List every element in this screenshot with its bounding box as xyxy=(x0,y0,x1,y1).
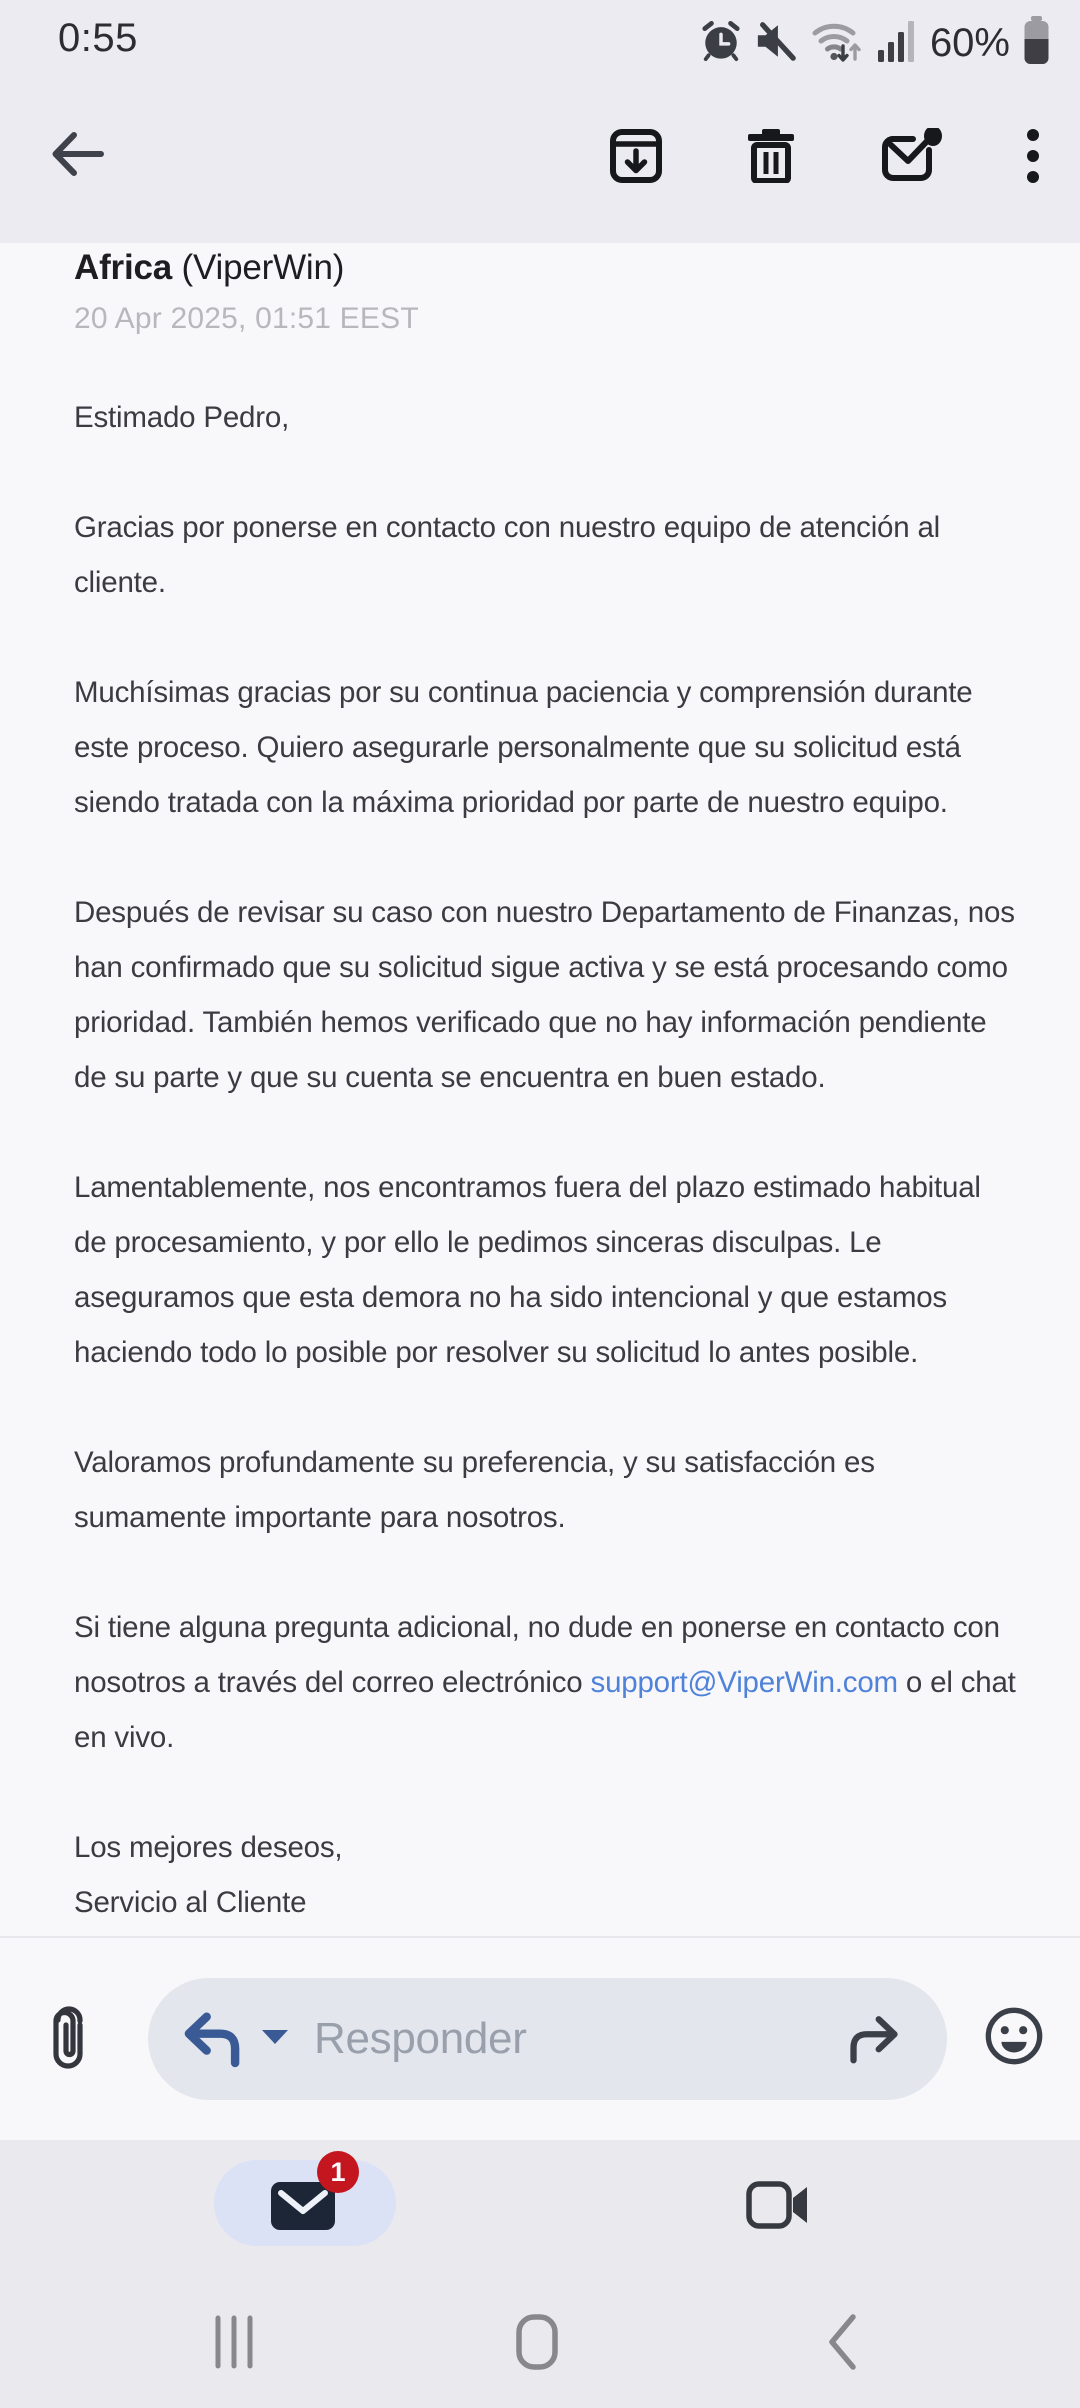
video-tab[interactable] xyxy=(746,2184,810,2230)
back-chevron-icon xyxy=(827,2314,857,2375)
nav-back-button[interactable] xyxy=(812,2316,872,2372)
status-icon-cluster xyxy=(700,0,1050,86)
support-email-link[interactable]: support@ViperWin.com xyxy=(590,1666,898,1699)
forward-arrow-icon[interactable] xyxy=(845,2013,903,2065)
contact-text-after: o el chat en vivo. xyxy=(74,1666,1016,1754)
body-paragraph: Lamentablemente, nos encontramos fuera del plazo estimado habitual de procesamiento, y por ello le pedimos sinceras disculpas. Le aseguramos que esta demora no ha sido intencional y que estamos haciendo todo lo posible por resolver su solicitud lo antes posible. xyxy=(74,1171,981,1369)
body-paragraph-contact xyxy=(74,1600,1018,1765)
body-paragraph: Estimado Pedro, xyxy=(74,401,290,434)
alarm-icon xyxy=(700,19,742,68)
wifi-updown-icon xyxy=(810,18,864,69)
delete-icon xyxy=(746,129,796,188)
mute-icon xyxy=(755,19,797,68)
more-options-button[interactable] xyxy=(1026,128,1040,189)
sender-line[interactable] xyxy=(74,248,344,288)
emoji-smiley-icon xyxy=(983,2005,1045,2072)
email-envelope-icon xyxy=(271,2217,335,2234)
save-email-icon xyxy=(610,129,662,188)
delete-button[interactable] xyxy=(746,129,796,188)
status-time: 0:55 xyxy=(58,16,138,60)
body-paragraph: Valoramos profundamente su preferencia, y su satisfacción es sumamente importante para nosotros. xyxy=(74,1446,875,1534)
battery-percent-text: 60% xyxy=(929,20,1010,65)
battery-icon xyxy=(1023,16,1050,71)
more-options-icon xyxy=(1026,128,1040,189)
signal-bars-icon xyxy=(877,19,917,68)
back-button[interactable] xyxy=(48,126,108,186)
home-icon xyxy=(516,2314,558,2375)
mark-unread-button[interactable] xyxy=(880,128,942,189)
body-paragraph: Muchísimas gracias por su continua paciencia y comprensión durante este proceso. Quiero asegurarle personalmente que su solicitud está siendo tratada con la máxima prioridad por parte de nuestro equipo. xyxy=(74,676,973,819)
unread-badge: 1 xyxy=(317,2151,359,2193)
video-camera-icon xyxy=(746,2181,810,2234)
signature-block xyxy=(74,1820,1018,1930)
reply-placeholder: Responder xyxy=(314,2014,527,2063)
body-paragraph: Después de revisar su caso con nuestro Departamento de Finanzas, nos han confirmado que su solicitud sigue activa y se está procesando como prioridad. También hemos verificado que no hay información pendiente de su parte y que su cuenta se encuentra en buen estado. xyxy=(74,896,1015,1094)
paperclip-icon xyxy=(46,2003,90,2078)
body-paragraph: Gracias por ponerse en contacto con nuestro equipo de atención al cliente. xyxy=(74,511,941,599)
recents-icon xyxy=(214,2315,254,2374)
back-arrow-icon xyxy=(49,125,107,188)
reply-arrow-icon[interactable] xyxy=(180,2009,244,2069)
caret-down-icon[interactable] xyxy=(260,2028,290,2051)
save-email-button[interactable] xyxy=(610,129,662,188)
nav-recents-button[interactable] xyxy=(204,2316,264,2372)
contact-text-before: Si tiene alguna pregunta adicional, no dude en ponerse en contacto con nosotros a través del correo electrónico xyxy=(74,1611,1000,1699)
mail-body xyxy=(74,390,1018,1930)
sender-name: Africa xyxy=(74,248,173,287)
signature-line: Servicio al Cliente xyxy=(74,1886,307,1919)
signature-line: Los mejores deseos, xyxy=(74,1831,343,1864)
emoji-button[interactable] xyxy=(982,2004,1046,2072)
sender-suffix: (ViperWin) xyxy=(172,248,345,287)
reply-input[interactable] xyxy=(148,1978,947,2100)
nav-home-button[interactable] xyxy=(507,2316,567,2372)
mail-date: 20 Apr 2025, 01:51 EEST xyxy=(74,302,419,335)
attach-button[interactable] xyxy=(40,2002,96,2078)
toolbar-actions xyxy=(610,120,1040,196)
mark-unread-icon xyxy=(880,128,942,189)
